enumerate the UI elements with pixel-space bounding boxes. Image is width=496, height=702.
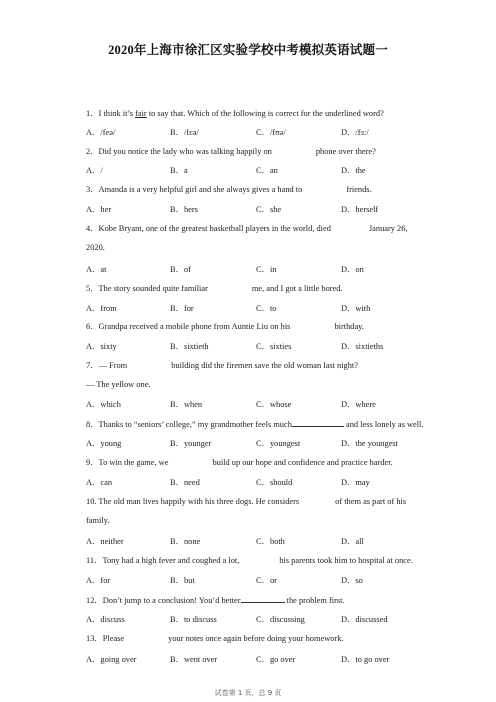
underlined-word: fair	[135, 109, 147, 118]
question-8-stem: 8．Thanks to “seniors’ college,” my grandmother feels much and less lonely as well.	[86, 420, 424, 429]
question-10-stem: 10. The old man lives happily with his three dogs. He considers of them as part of his	[86, 497, 407, 506]
question-11-options	[86, 574, 426, 585]
option-c[interactable]: C．discussing	[256, 615, 305, 624]
option-c[interactable]: C．in	[256, 265, 277, 274]
option-b[interactable]: B．to discuss	[170, 615, 217, 624]
option-d[interactable]: D．may	[341, 478, 370, 487]
question-11-stem: 11．Tony had a high fever and coughed a lot, his parents took him to hospital at once.	[86, 556, 413, 565]
option-c[interactable]: C．an	[256, 166, 278, 175]
option-c[interactable]: C．youngest	[256, 439, 301, 448]
answer-blank	[272, 153, 316, 154]
option-a[interactable]: A．going over	[86, 655, 137, 664]
question-13-options	[86, 653, 426, 664]
option-a[interactable]: A．for	[86, 576, 111, 585]
option-d[interactable]: D．to go over	[341, 655, 390, 664]
question-6-options	[86, 340, 426, 351]
option-a[interactable]: A．from	[86, 304, 117, 313]
answer-blank	[241, 594, 285, 603]
option-d[interactable]: D．/fɜ:/	[341, 128, 369, 137]
question-4-continued: 2020.	[86, 243, 105, 252]
option-b[interactable]: B．sixtieth	[170, 342, 209, 351]
option-b[interactable]: B．need	[170, 478, 200, 487]
option-b[interactable]: B．but	[170, 576, 195, 585]
option-c[interactable]: C．sixties	[256, 342, 292, 351]
option-b[interactable]: B．younger	[170, 439, 212, 448]
answer-blank	[331, 230, 369, 231]
question-7-continued: — The yellow one.	[86, 380, 151, 389]
option-a[interactable]: A．discuss	[86, 615, 125, 624]
option-d[interactable]: D．the youngest	[341, 439, 398, 448]
question-7-options	[86, 398, 426, 409]
option-a[interactable]: A．young	[86, 439, 122, 448]
answer-blank	[168, 464, 212, 465]
option-b[interactable]: B．went over	[170, 655, 218, 664]
option-b[interactable]: B．when	[170, 400, 203, 409]
question-7-stem: 7．— From building did the firemen save the old woman last night?	[86, 361, 358, 370]
answer-blank	[124, 640, 168, 641]
page-footer: 试卷第 1 页，总 9 页	[214, 689, 282, 697]
question-10-options	[86, 535, 426, 546]
question-12-options	[86, 613, 426, 624]
question-1-stem: 1．I think it’s fair to say that. Which of the following is correct for the underlined word?	[86, 109, 384, 118]
question-5-stem: 5．The story sounded quite familiar me, and I got a little bored.	[86, 284, 343, 293]
answer-blank	[239, 562, 279, 563]
question-2-stem: 2．Did you notice the lady who was talking happily on phone over there?	[86, 147, 376, 156]
option-d[interactable]: D．sixtieths	[341, 342, 384, 351]
answer-blank	[302, 191, 346, 192]
option-d[interactable]: D．herself	[341, 205, 379, 214]
option-d[interactable]: D．discussed	[341, 615, 388, 624]
question-3-options	[86, 203, 426, 214]
option-d[interactable]: D．so	[341, 576, 363, 585]
question-12-stem: 12．Don’t jump to a conclusion! You’d better the problem first.	[86, 596, 345, 605]
answer-blank	[208, 290, 252, 291]
question-6-stem: 6．Grandpa received a mobile phone from Auntie Liu on his birthday.	[86, 322, 364, 331]
question-9-stem: 9．To win the game, we build up our hope and confidence and practice harder.	[86, 458, 393, 467]
question-3-stem: 3．Amanda is a very helpful girl and she always gives a hand to friends.	[86, 185, 372, 194]
question-4-options	[86, 263, 426, 274]
question-1-options	[86, 126, 426, 137]
option-b[interactable]: B．of	[170, 265, 191, 274]
question-4-stem: 4．Kobe Bryant, one of the greatest basketball players in the world, died January 26,	[86, 224, 408, 233]
option-b[interactable]: B．hers	[170, 205, 198, 214]
option-c[interactable]: C．she	[256, 205, 282, 214]
answer-blank	[292, 418, 344, 427]
question-13-stem: 13．Please your notes once again before doing your homework.	[86, 634, 344, 643]
option-a[interactable]: A．at	[86, 265, 107, 274]
option-a[interactable]: A．/feə/	[86, 128, 116, 137]
option-d[interactable]: D．where	[341, 400, 376, 409]
option-b[interactable]: B．a	[170, 166, 188, 175]
question-10-continued: family.	[86, 516, 110, 525]
option-c[interactable]: C．/fʊə/	[256, 128, 286, 137]
option-d[interactable]: D．the	[341, 166, 366, 175]
option-b[interactable]: B．for	[170, 304, 194, 313]
option-c[interactable]: C．should	[256, 478, 293, 487]
option-a[interactable]: A．can	[86, 478, 113, 487]
option-c[interactable]: C．both	[256, 537, 285, 546]
option-b[interactable]: B．/fεə/	[170, 128, 199, 137]
question-9-options	[86, 476, 426, 487]
answer-blank	[299, 503, 335, 504]
question-2-options	[86, 164, 426, 175]
option-d[interactable]: D．with	[341, 304, 371, 313]
option-a[interactable]: A．neither	[86, 537, 124, 546]
option-a[interactable]: A．her	[86, 205, 112, 214]
page-title: 2020年上海市徐汇区实验学校中考模拟英语试题一	[108, 43, 388, 57]
option-c[interactable]: C．go over	[256, 655, 296, 664]
option-a[interactable]: A．sixty	[86, 342, 117, 351]
option-a[interactable]: A．/	[86, 166, 103, 175]
option-c[interactable]: C．whose	[256, 400, 292, 409]
option-a[interactable]: A．which	[86, 400, 121, 409]
question-8-options	[86, 437, 426, 448]
option-c[interactable]: C．to	[256, 304, 277, 313]
answer-blank	[127, 367, 171, 368]
option-c[interactable]: C．or	[256, 576, 277, 585]
option-b[interactable]: B．none	[170, 537, 201, 546]
option-d[interactable]: D．all	[341, 537, 364, 546]
answer-blank	[290, 328, 334, 329]
option-d[interactable]: D．on	[341, 265, 364, 274]
question-5-options	[86, 302, 426, 313]
